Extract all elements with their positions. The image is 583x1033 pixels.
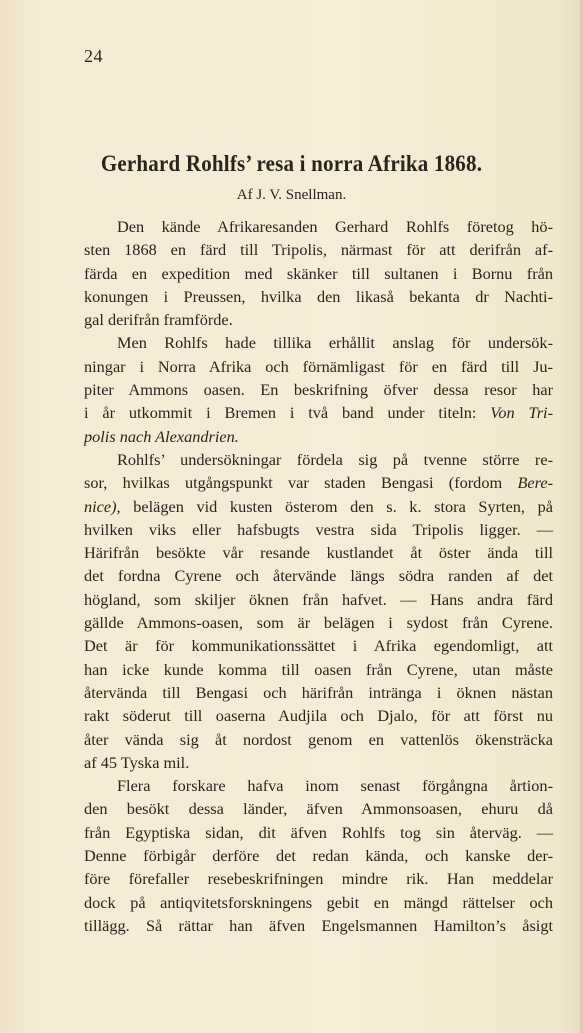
text-segment: högland, som skiljer öknen från hafvet. — Hans andra färd xyxy=(84,589,553,609)
text-line xyxy=(84,425,553,448)
text-line xyxy=(84,588,553,611)
text-segment: sten 1868 en färd till Tripolis, närmast för att derifrån af- xyxy=(84,240,553,260)
text-segment: Rohlfs’ undersökningar fördela sig på tvenne större re- xyxy=(117,449,553,469)
text-segment: Det är för kommunikationssättet i Afrika egendomligt, att xyxy=(84,636,553,656)
text-segment: färda en expedition med skänker till sultanen i Bornu från xyxy=(84,263,553,283)
text-line xyxy=(84,658,553,681)
text-line xyxy=(84,774,553,797)
italic-text: nice), xyxy=(84,496,121,516)
text-segment: gällde Ammons-oasen, som är belägen i sydost från Cyrene. xyxy=(84,613,553,633)
text-line xyxy=(84,821,553,844)
text-line xyxy=(84,401,553,424)
text-line xyxy=(84,331,553,354)
text-line xyxy=(84,611,553,634)
text-segment: före förefaller resebeskrifningen mindre rik. Han meddelar xyxy=(84,869,553,889)
article-title: Gerhard Rohlfs’ resa i norra Afrika 1868. xyxy=(100,149,483,177)
text-line xyxy=(84,378,553,401)
text-segment: piter Ammons oasen. En beskrifning öfver dessa resor har xyxy=(84,380,553,400)
italic-text: Bere- xyxy=(517,473,553,493)
text-segment: belägen vid kusten österom den s. k. stora Syrten, på xyxy=(120,496,553,516)
text-segment: konungen i Preussen, hvilka den likaså bekanta dr Nachti- xyxy=(84,286,553,306)
text-line xyxy=(84,285,553,308)
italic-text: polis nach Alexandrien. xyxy=(84,426,239,446)
text-line xyxy=(84,448,553,471)
text-line xyxy=(84,308,553,331)
text-line xyxy=(84,355,553,378)
text-segment: Den kände Afrikaresanden Gerhard Rohlfs företog hö- xyxy=(117,217,553,236)
text-segment: af 45 Tyska mil. xyxy=(84,752,190,772)
text-line xyxy=(84,564,553,587)
body-text xyxy=(84,215,553,937)
text-line xyxy=(84,751,553,774)
text-line xyxy=(84,797,553,820)
text-line xyxy=(84,891,553,914)
text-line xyxy=(84,215,553,238)
text-segment: i år utkommit i Bremen i två band under titeln: xyxy=(84,403,491,423)
text-line xyxy=(84,518,553,541)
text-segment: från Egyptiska sidan, dit äfven Rohlfs tog sin återväg. — xyxy=(84,822,553,842)
text-segment: gal derifrån framförde. xyxy=(84,310,233,330)
article-author: Af J. V. Snellman. xyxy=(236,187,347,203)
text-line xyxy=(84,471,553,494)
text-segment: Men Rohlfs hade tillika erhållit anslag för undersök- xyxy=(117,333,553,353)
text-line xyxy=(84,867,553,890)
text-line xyxy=(84,634,553,657)
text-segment: det fordna Cyrene och återvände längs södra randen af det xyxy=(84,566,553,586)
text-segment: återvända till Bengasi och härifrån inträngа i öknen nästan xyxy=(84,682,553,702)
text-segment: dock på antiqvitetsforskningens gebit en mängd rättelser och xyxy=(84,892,553,912)
text-segment: rakt söderut till oaserna Audjila och Djalo, för att först nu xyxy=(84,706,553,726)
text-line xyxy=(84,914,553,937)
text-segment: Härifrån besökte vår resande kustlandet åt öster ända till xyxy=(84,543,553,563)
text-segment: hvilken viks eller hafsbugts vestra sida Tripolis ligger. — xyxy=(84,519,553,539)
text-segment: han icke kunde komma till oasen från Cyrene, utan måste xyxy=(84,659,553,679)
text-line xyxy=(84,844,553,867)
text-segment: Denne förbigår derföre det redan kända, och kanske der- xyxy=(84,846,553,866)
text-line xyxy=(84,495,553,518)
text-line xyxy=(84,681,553,704)
page-number: 24 xyxy=(84,46,103,66)
text-segment: den besökt dessa länder, äfven Ammonsoasen, ehuru då xyxy=(84,799,553,819)
text-segment: ningar i Norra Afrika och förnämligast för en färd till Ju- xyxy=(84,356,553,376)
text-line xyxy=(84,728,553,751)
text-line xyxy=(84,541,553,564)
text-segment: tillägg. Så rättar han äfven Engelsmannen Hamilton’s åsigt xyxy=(84,915,553,935)
text-segment: Flera forskare hafva inom senast förgångna årtion- xyxy=(117,776,553,796)
text-line xyxy=(84,704,553,727)
text-line xyxy=(84,262,553,285)
text-segment: åter vända sig åt nordost genom en vattenlös ökensträcka xyxy=(84,729,553,749)
text-segment: sor, hvilkas utgångspunkt var staden Bengasi (fordom xyxy=(84,473,518,493)
text-line xyxy=(84,238,553,261)
italic-text: Von Tri- xyxy=(490,403,553,423)
